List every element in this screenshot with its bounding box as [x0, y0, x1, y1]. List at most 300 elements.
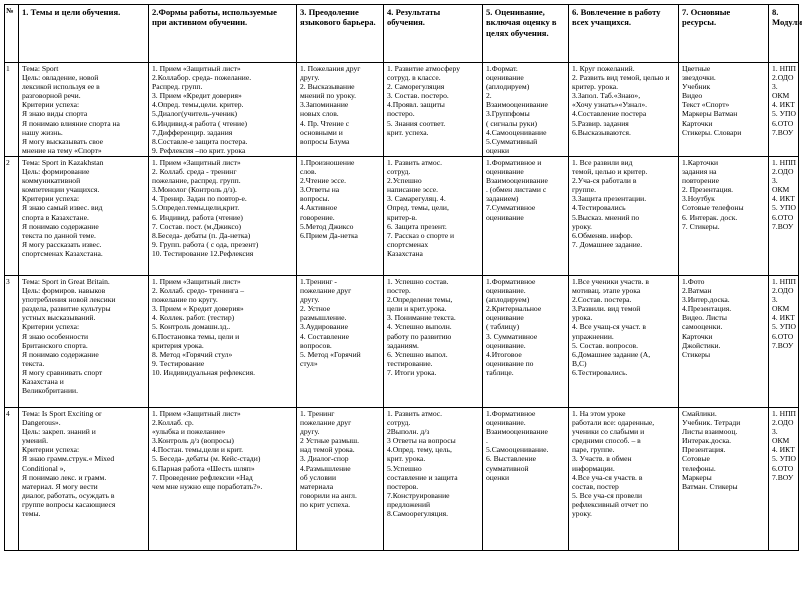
cell-line: 3. Диалог-спор: [300, 454, 349, 464]
cell-line: предложений: [387, 499, 431, 509]
cell-line: 4.Опред. тему, цель,: [387, 445, 452, 455]
assessment-cell: [483, 63, 569, 157]
cell-line: 5.Высказ. мнений по: [572, 212, 640, 222]
cell-line: 1.Формат.: [486, 64, 518, 73]
cell-line: спортсменах: [387, 239, 429, 249]
cell-line: Я понимаю содержание: [22, 349, 99, 359]
cell-line: Ватман. Стикеры: [682, 481, 738, 491]
cell-line: мотивац. этапе урока: [572, 286, 641, 296]
cell-line: 5. Все уча-ся провели: [572, 490, 643, 500]
cell-line: уроку.: [572, 221, 592, 231]
cell-line: 1. Все развили вид: [572, 157, 633, 167]
cell-line: Тема: Sport in Kazakhstan: [22, 157, 104, 167]
cell-line: 4. ИКТ: [772, 100, 795, 110]
cell-line: 2. Устное: [300, 304, 331, 314]
cell-line: 2.: [486, 91, 492, 101]
cell-line: 4.Итоговое: [486, 349, 522, 359]
cell-line: 1. Развить атмос.: [387, 408, 443, 418]
cell-line: Маркеры: [682, 472, 712, 482]
cell-line: 4. Успешно выполн.: [387, 322, 452, 332]
cell-line: 6.ОТО: [772, 331, 794, 341]
cell-line: Сотовые телефоны: [682, 203, 744, 213]
cell-line: 1. НПП: [772, 408, 797, 418]
cell-line: 2.Коллаб. ср.: [152, 418, 194, 428]
cell-line: 3.Аудирование: [300, 322, 348, 332]
cell-line: 9. Групп. работа ( с ода, презент): [152, 239, 259, 249]
cell-line: Видео. Листы: [682, 313, 727, 323]
cell-line: диалог, работать, осуждать в: [22, 490, 115, 500]
cell-line: 6.ОТО: [772, 463, 794, 473]
header-cell-work-forms: 2.Формы работы, используемые при активном обучении.: [149, 5, 297, 63]
cell-line: Я понимаю влияние спорта на: [22, 118, 120, 128]
cell-line: Британского спорта.: [22, 340, 88, 350]
cell-line: 1. Прием «Защитный лист»: [152, 408, 241, 418]
cell-line: 3.Монолог (Контроль д/з).: [152, 185, 237, 195]
cell-line: Взаимооценивание: [486, 427, 548, 437]
cell-line: Я знаю особенности: [22, 331, 89, 341]
cell-line: 3.Запоминание: [300, 100, 349, 110]
cell-line: оценивание.: [486, 340, 526, 350]
cell-line: 9. Тестирование: [152, 358, 205, 368]
cell-line: 2.ОДО: [772, 286, 794, 296]
topic-goals-cell: [19, 63, 149, 157]
cell-line: другу.: [300, 295, 320, 305]
cell-line: Я могу сравнивать спорт: [22, 367, 103, 377]
cell-line: Цель: овладение, новой: [22, 73, 99, 83]
cell-line: 3.Ответы на: [300, 185, 340, 195]
cell-line: 7. Домашнее задание.: [572, 239, 643, 249]
cell-line: 2.Коллабор. среда- пожелание.: [152, 73, 252, 83]
header-cell-modules: 8. Модули: [769, 5, 799, 63]
results-cell: [384, 63, 483, 157]
cell-line: 3. Суммативное: [486, 331, 538, 341]
cell-line: Видео: [682, 91, 703, 101]
cell-line: суммативной: [486, 463, 529, 473]
cell-line: крит. урока.: [387, 454, 426, 464]
cell-line: 2. Саморегуляция: [387, 82, 445, 92]
cell-line: 7. Стикеры.: [682, 221, 720, 231]
cell-line: 2.ОДО: [772, 418, 794, 428]
assessment-cell: [483, 407, 569, 550]
work-forms-cell: [149, 275, 297, 407]
cell-line: 6.Домашнее задание (А,: [572, 349, 651, 359]
cell-line: вопросы Блума: [300, 136, 350, 146]
cell-line: «улыбка и пожелание»: [152, 427, 226, 437]
cell-line: разговорной речи.: [22, 91, 81, 101]
cell-line: 6.ОТО: [772, 118, 794, 128]
modules-cell: [769, 407, 799, 550]
cell-line: Критерии успеха:: [22, 322, 80, 332]
cell-line: ОКМ: [772, 185, 790, 195]
resources-cell: [679, 63, 769, 157]
cell-line: ( сигналы руки): [486, 118, 538, 128]
cell-line: состав, постер: [572, 481, 619, 491]
cell-line: 10. Индивидуальная рефлексия.: [152, 367, 256, 377]
assessment-cell: [483, 156, 569, 275]
cell-line: 6. Выставление: [486, 454, 537, 464]
cell-line: 1. Пожелания друг: [300, 64, 361, 73]
cell-line: 5.Суммативный: [486, 136, 538, 146]
cell-line: Великобритании.: [22, 386, 78, 396]
cell-line: 3.Развили. вид темой: [572, 304, 641, 314]
resources-cell: [679, 156, 769, 275]
cell-line: 4. ИКТ: [772, 194, 795, 204]
cell-line: Листы взаимооц.: [682, 427, 738, 437]
cell-line: 4. Коллек. работ. (тестир): [152, 313, 235, 323]
cell-line: говорили на англ.: [300, 490, 357, 500]
cell-line: 2.Чтение эссе.: [300, 176, 347, 186]
cell-line: 3.Интер.доска.: [682, 295, 730, 305]
cell-line: критер-в.: [387, 212, 418, 222]
cell-line: постеро.: [387, 109, 415, 119]
cell-line: 3. Прием « Кредит доверия»: [152, 304, 244, 314]
cell-line: основными и: [300, 127, 343, 137]
results-cell: [384, 275, 483, 407]
cell-line: 3. Прием «Кредит доверия»: [152, 91, 242, 101]
cell-line: 6. Защита презент.: [387, 221, 447, 231]
cell-line: 4. ИКТ: [772, 445, 795, 455]
cell-line: 1.Формативное и: [486, 157, 542, 167]
cell-line: материала: [300, 481, 334, 491]
language-barrier-cell: [297, 407, 384, 550]
cell-line: 5. Метод «Горячий: [300, 349, 361, 359]
cell-line: спорта в Казахстане.: [22, 212, 89, 222]
cell-line: 8.Составле-е защита постера.: [152, 136, 248, 146]
cell-line: 2.Критериальное: [486, 304, 542, 314]
cell-line: 1.Произношение: [300, 157, 355, 167]
row-number-cell: 2: [5, 156, 19, 275]
cell-line: работу по развитию: [387, 331, 452, 341]
cell-line: 1. Прием «Защитный лист»: [152, 276, 241, 286]
cell-line: задания на: [682, 167, 717, 177]
cell-line: 2.Уча-ся работали в: [572, 176, 637, 186]
cell-line: Критерии успеха:: [22, 100, 80, 110]
cell-line: компетенции учащихся.: [22, 185, 100, 195]
cell-line: 5. УПО: [772, 203, 796, 213]
cell-line: 7. Проведение рефлексии «Над: [152, 472, 253, 482]
cell-line: 5. УПО: [772, 454, 796, 464]
cell-line: Цветные: [682, 64, 711, 73]
modules-cell: [769, 63, 799, 157]
cell-line: Опред. темы, цели,: [387, 203, 449, 213]
cell-line: по крит успеха.: [300, 499, 350, 509]
cell-line: Карточки: [682, 118, 713, 128]
cell-line: 3 Ответы на вопросы: [387, 436, 456, 446]
cell-line: Распред. групп.: [152, 82, 203, 92]
cell-line: нашу жизнь.: [22, 127, 63, 137]
cell-line: вопросов.: [300, 340, 332, 350]
cell-line: уроку.: [572, 508, 592, 518]
row-number-cell: 4: [5, 407, 19, 550]
involvement-cell: [569, 275, 679, 407]
cell-line: группе.: [572, 185, 597, 195]
cell-line: оценивание: [486, 167, 524, 177]
cell-line: 1.Карточки: [682, 157, 719, 167]
cell-line: текста по данной теме.: [22, 230, 96, 240]
table-row: [5, 63, 799, 157]
cell-line: 3.: [772, 82, 778, 92]
cell-line: 6. Интерак. доск.: [682, 212, 738, 222]
cell-line: 4. Составление: [300, 331, 349, 341]
cell-line: умений.: [22, 436, 48, 446]
cell-line: Казахстана: [387, 248, 423, 258]
cell-line: Conditional »,: [22, 463, 66, 473]
modules-cell: [769, 156, 799, 275]
cell-line: 4.Тестировались: [572, 203, 626, 213]
cell-line: темы.: [22, 508, 41, 518]
cell-line: Сотовые: [682, 454, 710, 464]
resources-cell: [679, 407, 769, 550]
involvement-cell: [569, 63, 679, 157]
cell-line: вопросы.: [300, 194, 330, 204]
cell-line: 3.Контроль д/з (вопросы): [152, 436, 234, 446]
cell-line: 9. Рефлексия –по крит. урока: [152, 145, 246, 155]
cell-line: 4.Самооценивание: [486, 127, 547, 137]
work-forms-cell: [149, 407, 297, 550]
header-cell-involvement: 6. Вовлечение в работу всех учащихся.: [569, 5, 679, 63]
cell-line: 3. Состав. постеро.: [387, 91, 449, 101]
cell-line: информации.: [572, 463, 615, 473]
cell-line: 7. Состав. пост. (м.Джиксо): [152, 221, 242, 231]
cell-line: 6. Успешно выпол.: [387, 349, 448, 359]
cell-line: Учебник: [682, 82, 711, 92]
cell-line: 8.Беседа- дебаты (п. Да-нетка): [152, 230, 251, 240]
topic-goals-cell: [19, 156, 149, 275]
cell-line: Презентация.: [682, 445, 726, 455]
cell-line: оценивание: [486, 73, 524, 83]
cell-line: коммуникативной: [22, 176, 81, 186]
cell-line: заданиям.: [387, 340, 419, 350]
cell-line: 5. УПО: [772, 322, 796, 332]
cell-line: .: [486, 436, 488, 446]
cell-line: 2.Ватман: [682, 286, 712, 296]
cell-line: упражнении.: [572, 331, 614, 341]
results-cell: [384, 407, 483, 550]
cell-line: сотруд. в классе.: [387, 73, 441, 83]
header-cell-resources: 7. Основные ресурсы.: [679, 5, 769, 63]
cell-line: 8. Метод «Горячий стул»: [152, 349, 233, 359]
cell-line: 5.Метод Джиксо: [300, 221, 354, 231]
table-row: [5, 275, 799, 407]
cell-line: текста.: [22, 358, 45, 368]
cell-line: слов.: [300, 167, 317, 177]
cell-line: Маркеры Ватман: [682, 109, 738, 119]
cell-line: материал. Я могу вести: [22, 481, 98, 491]
cell-line: оценивание.: [486, 286, 526, 296]
cell-line: 5.Определ.темы,цели,крит.: [152, 203, 240, 213]
topic-goals-cell: [19, 275, 149, 407]
row-number-cell: 3: [5, 275, 19, 407]
cell-line: 6. Индивид. работа (чтение): [152, 212, 243, 222]
cell-line: тестирование.: [387, 358, 433, 368]
cell-line: Смайлики.: [682, 408, 717, 418]
cell-line: 7.ВОУ: [772, 472, 794, 482]
cell-line: Цель: формирование: [22, 167, 90, 177]
cell-line: критер. урока.: [572, 82, 619, 92]
cell-line: 2. Коллаб. средо- тренинга –: [152, 286, 245, 296]
cell-line: 4.Составление постера: [572, 109, 647, 119]
cell-line: урока.: [572, 313, 593, 323]
cell-line: Карточки: [682, 331, 713, 341]
table-header-row: [5, 5, 799, 63]
cell-line: 1. НПП: [772, 64, 797, 73]
cell-line: 2 Устные размыш.: [300, 436, 359, 446]
cell-line: пожелание, распред. групп.: [152, 176, 241, 186]
assessment-cell: [483, 275, 569, 407]
cell-line: 10. Тестирование 12.Рефлексия: [152, 248, 254, 258]
cell-line: 2. Презентация.: [682, 185, 734, 195]
cell-line: 4. Тренир. Задан по повтор-е.: [152, 194, 247, 204]
cell-line: ученики со слабыми и: [572, 427, 645, 437]
cell-line: 5.Развир. задания: [572, 118, 629, 128]
cell-line: оценивание: [486, 212, 524, 222]
cell-line: 6.ОТО: [772, 212, 794, 222]
cell-line: 2. Коллаб. среда - тренинг: [152, 167, 237, 177]
cell-line: 3. Понимание текста.: [387, 313, 456, 323]
cell-line: таблице.: [486, 367, 514, 377]
cell-line: 6.Постановка темы, цели и: [152, 331, 240, 341]
language-barrier-cell: [297, 63, 384, 157]
cell-line: 1. На этом уроке: [572, 408, 626, 418]
cell-line: 2. Высказывание: [300, 82, 355, 92]
cell-line: паре, группе.: [572, 445, 615, 455]
cell-line: 6.Высказываются.: [572, 127, 631, 137]
cell-line: 3.: [772, 176, 778, 186]
cell-line: 1. Прием «Защитный лист»: [152, 157, 241, 167]
cell-line: Я знаю виды спорта: [22, 109, 88, 119]
modules-cell: [769, 275, 799, 407]
cell-line: составление и защита: [387, 472, 458, 482]
cell-line: Критерии успеха:: [22, 445, 80, 455]
cell-line: Казахстана и: [22, 376, 64, 386]
cell-line: Цель: закреп. знаний и: [22, 427, 96, 437]
cell-line: 6.Парная работа «Шесть шляп»: [152, 463, 255, 473]
cell-line: об условии: [300, 472, 337, 482]
cell-line: Цель: формиров. навыков: [22, 286, 106, 296]
cell-line: над темой урока.: [300, 445, 355, 455]
cell-line: спортсменах Казахстана.: [22, 248, 103, 258]
language-barrier-cell: [297, 275, 384, 407]
cell-line: Стикеры: [682, 349, 711, 359]
cell-line: сотруд.: [387, 167, 411, 177]
cell-line: Тема: Is Sport Exciting or: [22, 408, 102, 418]
involvement-cell: [569, 156, 679, 275]
cell-line: Я понимаю содержание: [22, 221, 99, 231]
cell-line: (аплодируем): [486, 82, 530, 92]
cell-line: крит. успеха.: [387, 127, 429, 137]
cell-line: 4.Активное: [300, 203, 338, 213]
cell-line: самооценки.: [682, 322, 723, 332]
cell-line: устных высказываний.: [22, 313, 96, 323]
cell-line: 1.Формативное: [486, 408, 536, 418]
cell-line: 1. Развить атмос.: [387, 157, 443, 167]
cell-line: 5. Знания соответ.: [387, 118, 446, 128]
cell-line: оценки: [486, 472, 510, 482]
cell-line: ( таблицу): [486, 322, 520, 332]
cell-line: 2Выполн. д/з: [387, 427, 430, 437]
cell-line: (аплодируем): [486, 295, 530, 305]
cell-line: 1. Тренинг: [300, 408, 335, 418]
header-cell-number: №: [5, 5, 19, 63]
cell-line: Взаимооценивание: [486, 100, 548, 110]
cell-line: В,С): [572, 358, 587, 368]
cell-line: Dangerous».: [22, 418, 61, 428]
cell-line: ОКМ: [772, 436, 790, 446]
cell-line: 2. Развить вид темой, целью и: [572, 73, 670, 83]
cell-line: Учебник. Тетради: [682, 418, 741, 428]
cell-line: 4.Постан. темы,цели и крит.: [152, 445, 244, 455]
lesson-plan-table: [4, 4, 802, 551]
cell-line: Интерак.доска.: [682, 436, 732, 446]
cell-line: повторение: [682, 176, 719, 186]
cell-line: 6.Обменяв. инфор.: [572, 230, 633, 240]
cell-line: Взаимооценивание: [486, 176, 548, 186]
table-row: [5, 156, 799, 275]
cell-line: мнение на тему «Спорт»: [22, 145, 102, 155]
table-row: [5, 407, 799, 550]
cell-line: 3. Участв. в обмен: [572, 454, 632, 464]
cell-line: ОКМ: [772, 91, 790, 101]
cell-line: 1.Все ученики участв. в: [572, 276, 649, 286]
cell-line: 1.Формативное: [486, 276, 536, 286]
cell-line: 5. Состав. вопросов.: [572, 340, 639, 350]
cell-line: 5. УПО: [772, 109, 796, 119]
cell-line: постеров.: [387, 481, 419, 491]
cell-line: новых слов.: [300, 109, 339, 119]
cell-line: 7.ВОУ: [772, 221, 794, 231]
cell-line: 5.Диалог(учитель-ученик): [152, 109, 238, 119]
cell-line: Я могу рассказать извес.: [22, 239, 102, 249]
cell-line: 7.Конструирование: [387, 490, 450, 500]
cell-line: 1. Развитие атмосферу: [387, 64, 461, 73]
cell-line: 4.Презентация.: [682, 304, 732, 314]
cell-line: 4.Размышление: [300, 463, 351, 473]
cell-line: заданием): [486, 194, 519, 204]
cell-line: Я знаю самый извес. вид: [22, 203, 103, 213]
cell-line: мнений по уроку.: [300, 91, 356, 101]
cell-line: темой, целью и критер.: [572, 167, 648, 177]
cell-line: Я понимаю лекс. и грамм.: [22, 472, 107, 482]
header-cell-language-barrier: 3. Преодоление языкового барьера.: [297, 5, 384, 63]
cell-line: 3. Самарегуляц. 4.: [387, 194, 446, 204]
cell-line: 7. Рассказ о спорте и: [387, 230, 455, 240]
cell-line: 5. Беседа- дебаты (м. Кейс-стади): [152, 454, 261, 464]
cell-line: 5.Самооценивание.: [486, 445, 549, 455]
cell-line: 4. Пр. Чтение с: [300, 118, 350, 128]
cell-line: 2.ОДО: [772, 73, 794, 83]
cell-line: 1. НПП: [772, 276, 797, 286]
cell-line: написание эссе.: [387, 185, 439, 195]
involvement-cell: [569, 407, 679, 550]
cell-line: размышление.: [300, 313, 347, 323]
cell-line: говорение.: [300, 212, 335, 222]
cell-line: 5. Контроль домашн.зд..: [152, 322, 231, 332]
cell-line: 7. Итоги урока.: [387, 367, 437, 377]
cell-line: пожелание по кругу.: [152, 295, 218, 305]
cell-line: 3.: [772, 295, 778, 305]
cell-line: 1.Тренинг -: [300, 276, 337, 286]
cell-line: 7.ВОУ: [772, 340, 794, 350]
cell-line: сотруд.: [387, 418, 411, 428]
cell-line: 6.Тестировались.: [572, 367, 628, 377]
cell-line: средними способ. – в: [572, 436, 641, 446]
cell-line: 7.ВОУ: [772, 127, 794, 137]
cell-line: 2.ОДО: [772, 167, 794, 177]
resources-cell: [679, 275, 769, 407]
cell-line: Я могу высказывать свое: [22, 136, 103, 146]
cell-line: 8.Самоорегуляция.: [387, 508, 449, 518]
cell-line: оценивание по: [486, 358, 534, 368]
